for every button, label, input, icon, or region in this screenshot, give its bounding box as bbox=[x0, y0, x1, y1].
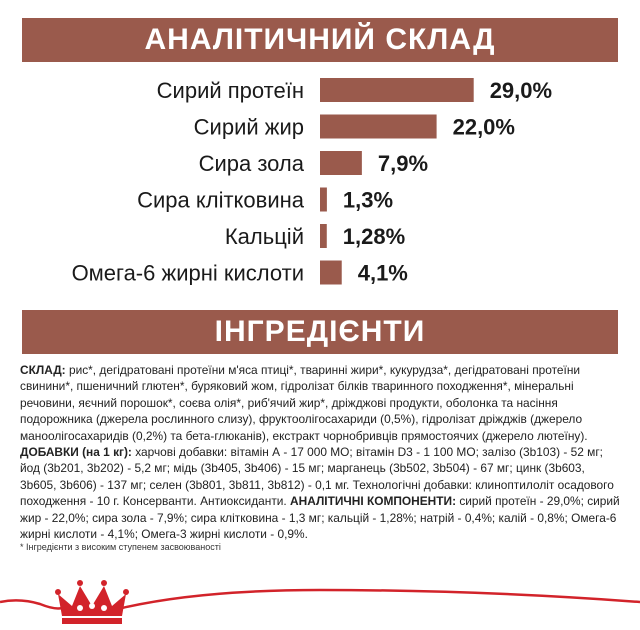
analytical-label: АНАЛІТИЧНІ КОМПОНЕНТИ: bbox=[290, 494, 457, 509]
analysis-banner: АНАЛІТИЧНИЙ СКЛАД bbox=[22, 18, 618, 62]
bar bbox=[320, 78, 474, 102]
value-label: 4,1% bbox=[357, 260, 408, 286]
footnote: * Інгредієнти з високим ступенем засвоюваності bbox=[20, 542, 221, 552]
value-label: 29,0% bbox=[489, 78, 553, 103]
composition-text: рис*, дегідратовані протеїни м'яса птиці*, тваринні жири*, кукурудза*, дегідратовані протеїни свинини*, пшеничний глютен*, буряковий жом, гідролізат білків тваринного походження*, мінеральні речовини, яєчний порошок*, соєва олія*, риб'ячий жир*, дріжджові продукти, оболонка та насіння подорожника (джерела рослинного слизу), фруктоолігосахариди (0,5%), гідролізат дріжджів (джерело маноолігосахаридів (0,2%) та бета-глюканів), екстракт чорнобривців прямостоячих (джерело лютеїну). bbox=[20, 363, 588, 443]
ingredients-text bbox=[20, 362, 620, 542]
category-label: Сира зола bbox=[198, 151, 304, 176]
value-label: 1,3% bbox=[342, 187, 394, 213]
additives-label: ДОБАВКИ (на 1 кг): bbox=[20, 445, 132, 460]
bar bbox=[320, 261, 342, 285]
category-label: Кальцій bbox=[224, 224, 304, 249]
category-label: Сирий протеїн bbox=[156, 78, 304, 103]
value-label: 7,9% bbox=[377, 151, 429, 176]
brand-footer bbox=[0, 568, 640, 630]
composition-label: СКЛАД: bbox=[20, 363, 66, 377]
category-label: Сирий жир bbox=[193, 114, 304, 140]
value-label: 22,0% bbox=[452, 114, 515, 140]
analytical-text: сирий протеїн - 29,0%; сирий жир - 22,0%; сира зола - 7,9%; сира клітковина - 1,3 мг; кальцій - 1,28%; натрій - 0,4%; калій - 0,8%; Омега-6 жирні кислоти - 4,1%; Омега-3 жирні кислоти - 0,9%. bbox=[20, 494, 620, 542]
ingredients-banner: ІНГРЕДІЄНТИ bbox=[22, 310, 618, 354]
analysis-chart bbox=[0, 70, 640, 290]
bar bbox=[320, 188, 327, 212]
value-label: 1,28% bbox=[342, 224, 406, 249]
bar bbox=[320, 151, 362, 175]
bar bbox=[320, 224, 327, 248]
category-label: Омега-6 жирні кислоти bbox=[71, 260, 304, 286]
additives-text: харчові добавки: вітамін А - 17 000 МО; вітамін D3 - 1 100 МО; залізо (3b103) - 52 мг; йод (3b201, 3b202) - 5,2 мг; мідь (3b405, 3b406) - 15 мг; марганець (3b502, 3b504) - 67 мг; цинк (3b603, 3b605, 3b606) - 137 мг; селен (3b801, 3b811, 3b812) - 0,1 мг. Технологічні добавки: клиноптилоліт осадового походження - 10 г. Консерванти. Антиоксиданти. bbox=[20, 445, 614, 509]
category-label: Сира клітковина bbox=[137, 187, 304, 213]
royal-canin-crown-icon bbox=[0, 580, 640, 624]
bar bbox=[320, 115, 437, 139]
